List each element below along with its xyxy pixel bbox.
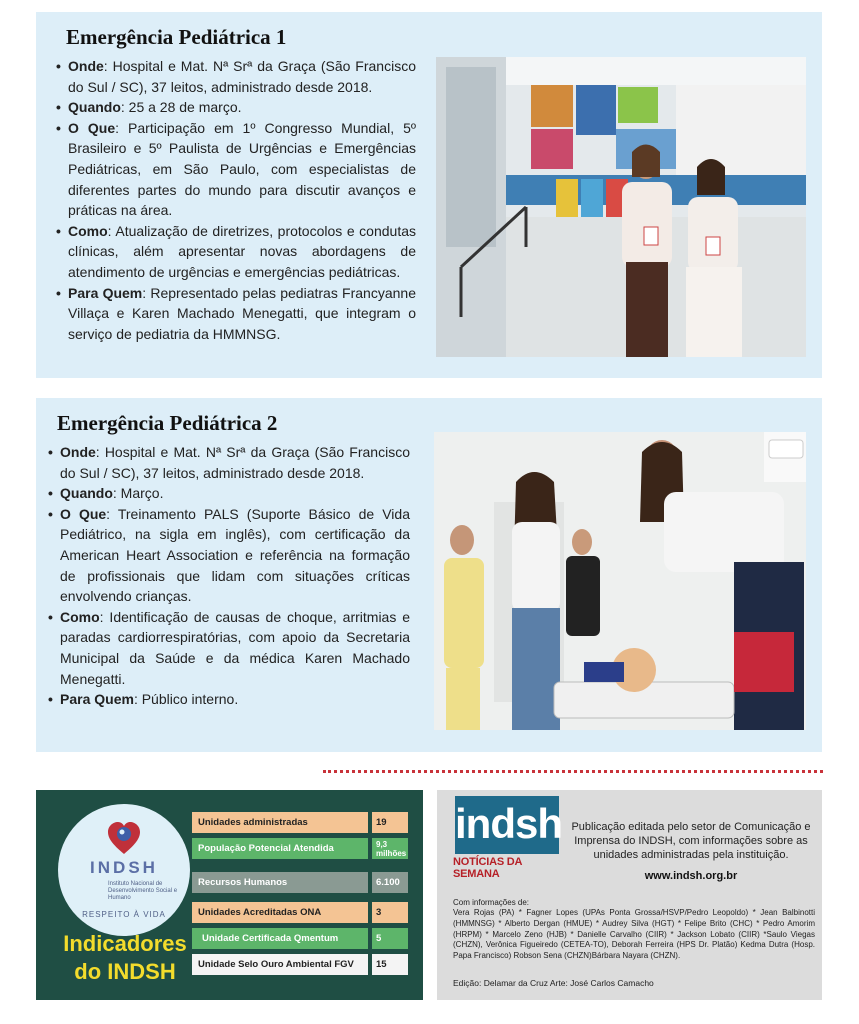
- indicator-label: Unidades administradas: [192, 812, 368, 833]
- indicator-value: 19: [372, 812, 408, 833]
- detail-where: • Onde: Hospital e Mat. Nª Srª da Graça (São Francisco do Sul / SC), 37 leitos, administrado desde 2018.: [48, 442, 410, 483]
- detail-for-whom: • Para Quem: Público interno.: [48, 689, 410, 710]
- event-card-2: [36, 398, 822, 752]
- indicator-value: 9,3 milhões: [372, 838, 408, 859]
- card-title: Emergência Pediátrica 1: [66, 25, 287, 49]
- credits-text: Vera Rojas (PA) * Fagner Lopes (UPAs Ponta Grossa/HSVP/Pedro Leopoldo) * Jean Balbinotti (HMMNSG) * Alberto Dergan (HMUE) * Audrey Silva (HGT) * Felipe Brito (CHC) * Pedro Amorim (HRPM) * Marcelo Zeno (HJB) * Danielle Carvalho (CIIR) * Jackson Lobato (CIIR) *Saulo Viegas (CHZN), Verônica Figueiredo (CETEA-TO), Deborah Ferreira (HPS Dr. Platão) Kedma Dutra (Hosp. Papa Francisco) Robson Sena (CHZN)Bárbara Nayara (CHZN).: [453, 908, 815, 961]
- logo-motto: RESPEITO À VIDA: [82, 910, 166, 919]
- indsh-wordmark-logo: indsh: [455, 796, 559, 854]
- indicator-label: Unidade Selo Ouro Ambiental FGV: [192, 954, 368, 975]
- indicator-label: Unidades Acreditadas ONA: [192, 902, 368, 923]
- detail-when: • Quando: Março.: [48, 483, 410, 504]
- detail-how: • Como: Identificação de causas de choque, arritmias e paradas cardiorrespiratórias, com apoio da Secretaria Municipal da Saúde e da médica Karen Machado Menegatti.: [48, 607, 410, 689]
- detail-how: • Como: Atualização de diretrizes, protocolos e condutas clínicas, além apresentar novas abordagens de atendimento de urgências e emergências pediátricas.: [56, 221, 416, 283]
- credits-title: Com informações de:: [453, 898, 530, 907]
- detail-what: • O Que: Treinamento PALS (Suporte Básico de Vida Pediátrico, na sigla em inglês), com certificação da American Heart Association e referência na formação de profissionais que lidam com situações críticas envolvendo crianças.: [48, 504, 410, 607]
- logo-brand: INDSH: [90, 858, 158, 877]
- detail-where: • Onde: Hospital e Mat. Nª Srª da Graça (São Francisco do Sul / SC), 37 leitos, administrado desde 2018.: [56, 56, 416, 97]
- edition-credits: Edição: Delamar da Cruz Arte: José Carlos Camacho: [453, 978, 654, 988]
- detail-when: • Quando: 25 a 28 de março.: [56, 97, 416, 118]
- website-link[interactable]: www.indsh.org.br: [644, 870, 738, 882]
- indicators-panel: [36, 790, 423, 1000]
- event-details-list: [48, 442, 410, 710]
- training-photo: [434, 432, 806, 730]
- indsh-logo: [58, 804, 190, 936]
- indicator-label: Unidade Certificada Qmentum: [192, 928, 368, 949]
- event-card-1: [36, 12, 822, 378]
- indicator-label: Recursos Humanos: [192, 872, 368, 893]
- indicator-value: 6.100: [372, 872, 408, 893]
- indicator-value: 3: [372, 902, 408, 923]
- newsletter-credits: [437, 790, 822, 1000]
- newsletter-description: Publicação editada pelo setor de Comunicação e Imprensa do INDSH, com informações sobre as unidades administradas pela instituição.: [571, 821, 811, 861]
- event-details-list: [56, 56, 416, 344]
- congress-photo: [436, 57, 806, 357]
- logo-subtitle: Instituto Nacional de Desenvolvimento Social e Humano: [108, 881, 178, 901]
- card-title: Emergência Pediátrica 2: [57, 411, 278, 435]
- detail-for-whom: • Para Quem: Representado pelas pediatras Francyanne Villaça e Karen Machado Menegatti, que integram o serviço de pediatria da HMMNSG.: [56, 283, 416, 345]
- detail-what: • O Que: Participação em 1º Congresso Mundial, 5º Brasileiro e 5º Paulista de Urgências e Emergências Pediátricas, em São Paulo, com especialistas de diferentes partes do mundo para discutir avanços e práticas na área.: [56, 118, 416, 221]
- indicator-label: População Potencial Atendida: [192, 838, 368, 859]
- indicator-value: 5: [372, 928, 408, 949]
- heart-icon: [108, 822, 140, 856]
- indicators-title: Indicadores do INDSH: [63, 931, 187, 984]
- section-divider: [323, 770, 823, 773]
- indicator-value: 15: [372, 954, 408, 975]
- newsletter-tagline: NOTÍCIAS DA SEMANA: [453, 856, 522, 880]
